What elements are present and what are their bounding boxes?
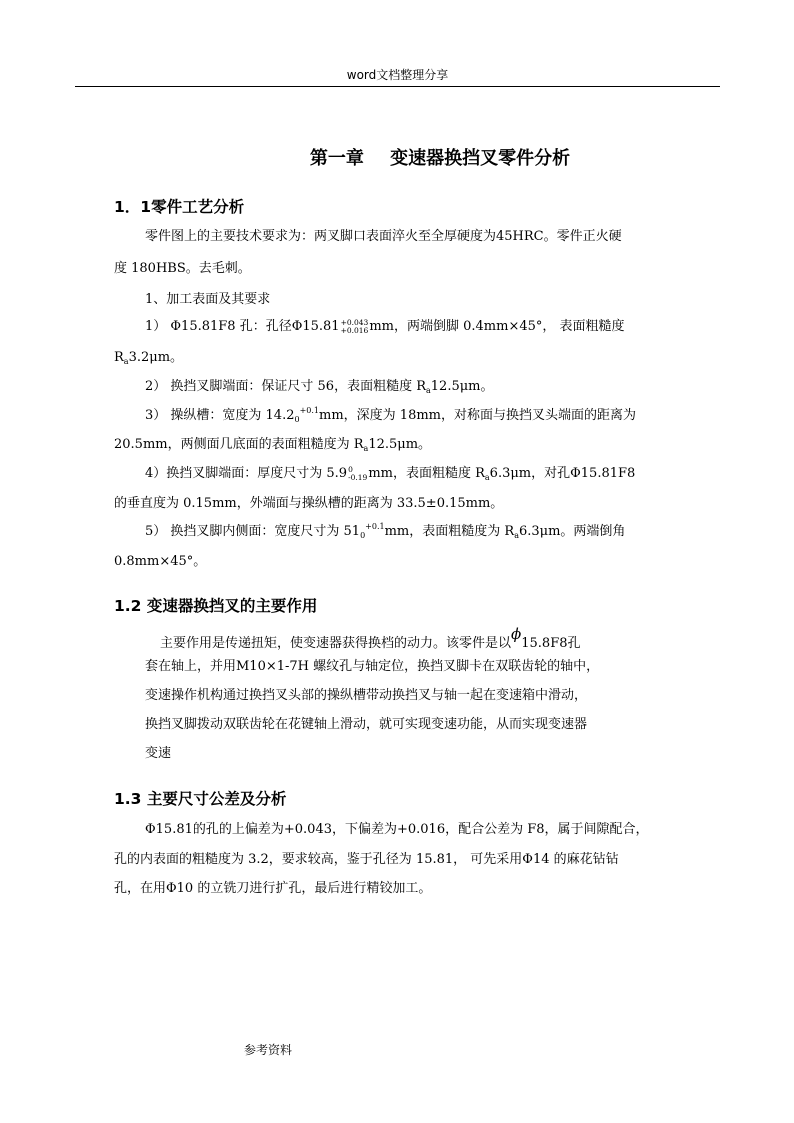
page-header: word文档整理分享 (346, 68, 449, 82)
paragraph-line: 换挡叉脚拨动双联齿轮在花键轴上滑动，就可实现变速功能，从而实现变速器 (145, 717, 588, 732)
page-footer: 参考资料 (244, 1043, 293, 1057)
ra-subscript: a (426, 386, 431, 395)
para-text: 15.8F8孔 (521, 636, 581, 651)
tolerance-lower: -0.19 (348, 472, 368, 482)
para-text: 主要作用是传递扭矩，使变速器获得换档的动力。该零件是以 (160, 636, 512, 651)
tolerance-upper: 0 (348, 465, 353, 474)
item-text: 3） 操纵槽：宽度为 14.2 (145, 408, 295, 423)
list-item-5-cont: 0.8mm×45°。 (114, 554, 207, 569)
paragraph-line: 套在轴上，并用M10×1-7H 螺纹孔与轴定位，换挡叉脚卡在双联齿轮的轴中， (145, 659, 600, 674)
list-item-1 (145, 315, 625, 334)
section-heading-1-2: 1.2 变速器换挡叉的主要作用 (114, 597, 318, 615)
item-text: 6.3μm。两端倒角 (518, 524, 626, 539)
paragraph-line: 零件图上的主要技术要求为：两叉脚口表面淬火至全厚硬度为45HRC。零件正火硬 (145, 229, 622, 244)
paragraph-line: 孔的内表面的粗糙度为 3.2，要求较高，鉴于孔径为 15.81， 可先采用Φ14 的麻花钻钻 (114, 852, 619, 867)
ra-subscript: a (484, 473, 490, 482)
tolerance-lower: +0.016 (340, 325, 369, 335)
item-text: mm，表面粗糙度 R (368, 466, 485, 481)
item-text: 4）换挡叉脚端面：厚度尺寸为 5.9 (145, 466, 348, 481)
section-heading-1-1: 1．1零件工艺分析 (114, 198, 245, 216)
tolerance-lower: 0 (360, 531, 366, 540)
ra-subscript: a (123, 357, 129, 366)
list-item-5 (145, 520, 625, 540)
list-item-1-cont (114, 346, 183, 366)
chapter-title: 第一章 变速器换挡叉零件分析 (309, 148, 571, 169)
paragraph-line: Φ15.81的孔的上偏差为+0.043，下偏差为+0.016，配合公差为 F8，属于间隙配合， (145, 822, 649, 837)
list-item-2 (145, 375, 494, 395)
tolerance-upper: +0.043 (340, 318, 369, 327)
ra-symbol: R (114, 350, 124, 365)
item-text: mm，两端倒脚 0.4mm×45°， 表面粗糙度 (369, 319, 625, 334)
header-rule (75, 86, 720, 87)
tolerance (348, 466, 367, 481)
tolerance-upper: +0.1 (365, 522, 385, 531)
paragraph-line: 孔，在用Φ10 的立铣刀进行扩孔，最后进行精铰加工。 (114, 881, 432, 896)
tolerance-lower: 0 (294, 415, 300, 424)
diameter-symbol: ϕ (511, 625, 522, 643)
list-item-3 (145, 404, 636, 424)
item-text: 12.5μm。 (430, 379, 494, 394)
list-title: 1、加工表面及其要求 (145, 292, 271, 307)
item-text: 20.5mm，两侧面几底面的表面粗糙度为 R (114, 437, 364, 452)
section-heading-1-3: 1.3 主要尺寸公差及分析 (114, 790, 287, 808)
paragraph-line: 变速操作机构通过换挡叉头部的操纵槽带动换挡叉与轴一起在变速箱中滑动， (145, 688, 588, 703)
paragraph-line (160, 625, 581, 651)
paragraph-line: 变速 (145, 746, 172, 761)
item-text: 3.2μm。 (128, 350, 184, 365)
list-item-4-cont: 的垂直度为 0.15mm，外端面与操纵槽的距离为 33.5±0.15mm。 (114, 496, 504, 511)
item-text: 5） 换挡叉脚内侧面：宽度尺寸为 51 (145, 524, 361, 539)
item-text: mm，表面粗糙度为 R (384, 524, 515, 539)
list-item-4 (145, 462, 635, 482)
item-text: 12.5μm。 (368, 437, 432, 452)
ra-subscript: a (514, 531, 519, 540)
paragraph-line: 度 180HBS。去毛刺。 (114, 261, 251, 276)
item-text: 6.3μm，对孔Φ15.81F8 (489, 466, 636, 481)
tolerance (341, 319, 369, 334)
tolerance-upper: +0.1 (299, 406, 320, 415)
list-item-3-cont (114, 433, 431, 453)
item-text: 2） 换挡叉脚端面：保证尺寸 56，表面粗糙度 R (145, 379, 426, 394)
item-text: mm，深度为 18mm，对称面与换挡叉头端面的距离为 (319, 408, 636, 423)
item-text: 1） Φ15.81F8 孔：孔径Φ15.81 (145, 319, 340, 334)
ra-subscript: a (363, 444, 369, 453)
